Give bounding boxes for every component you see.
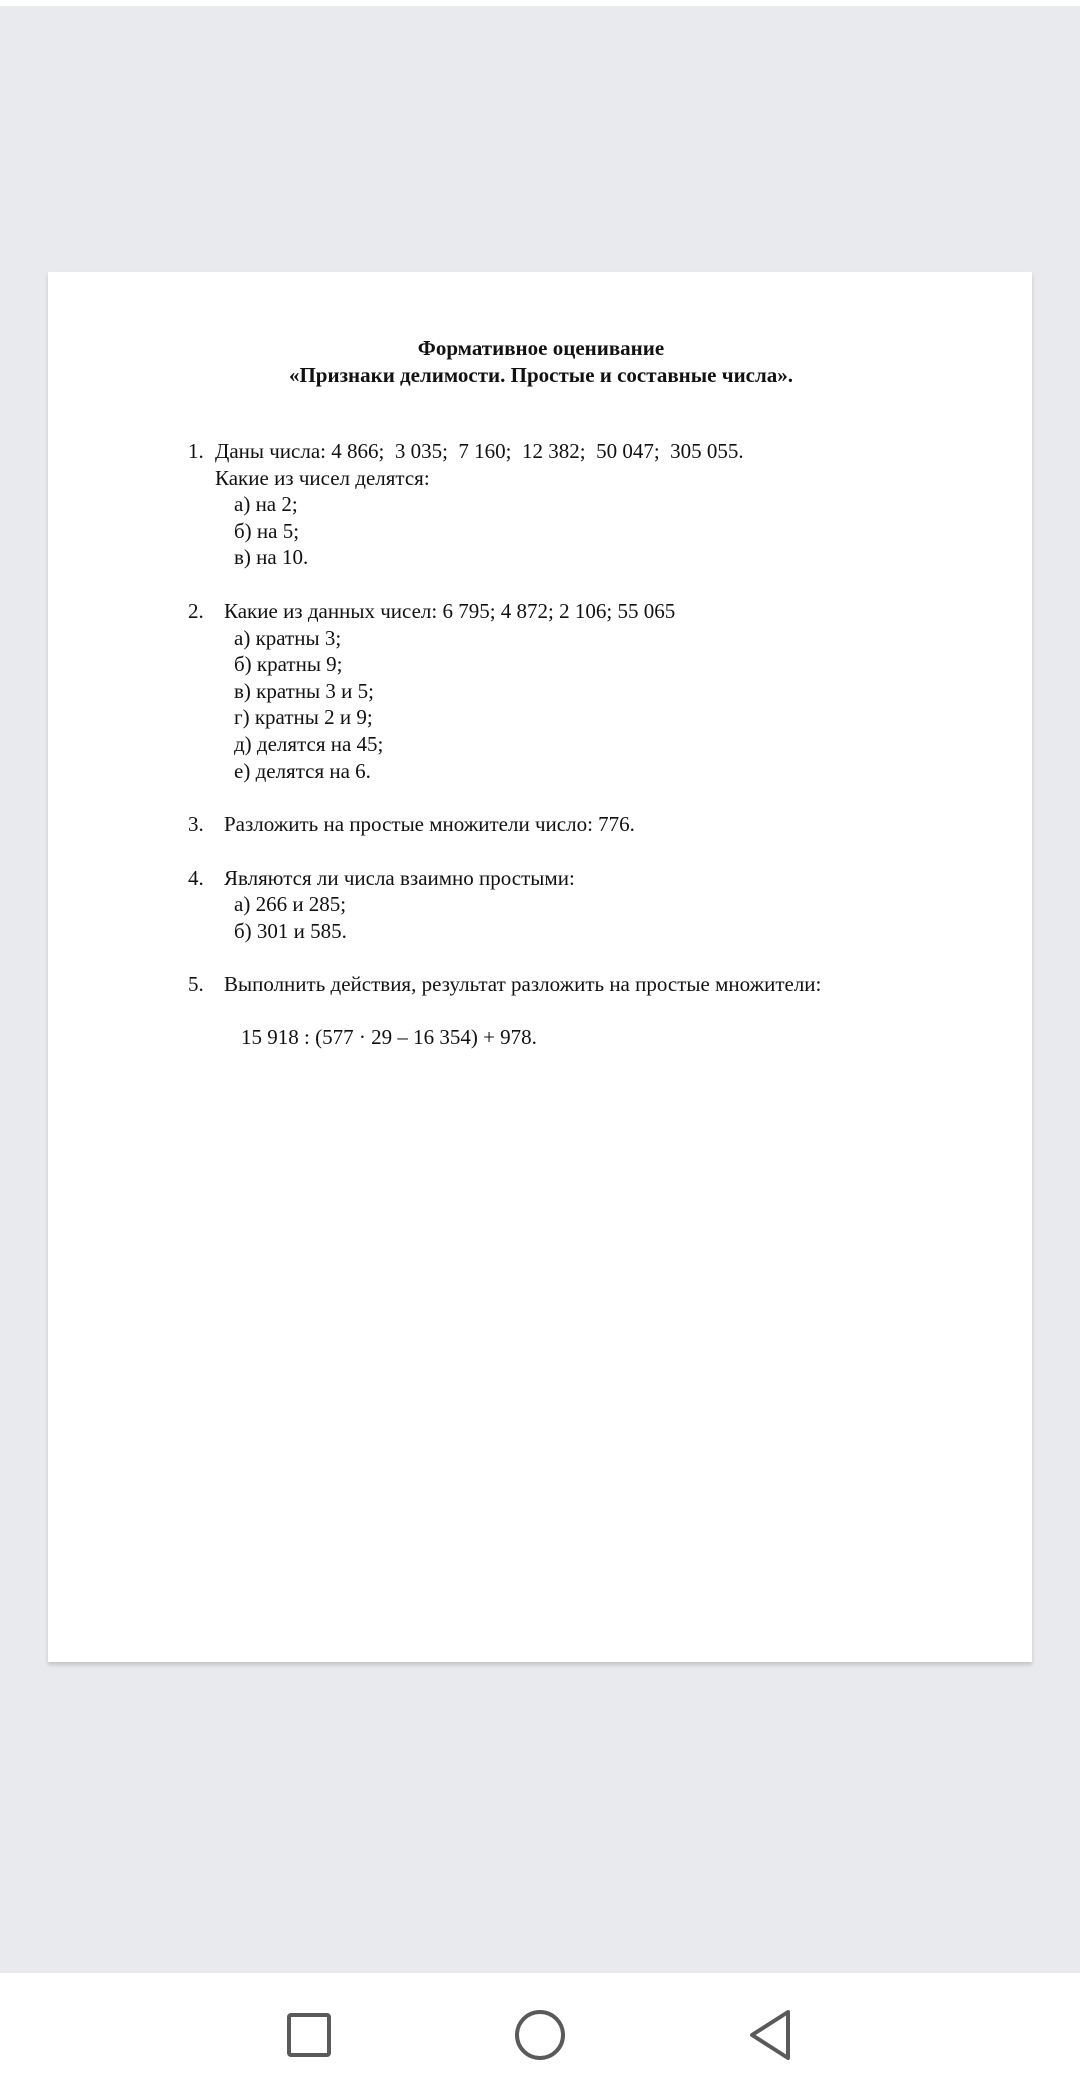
status-bar-edge [0,0,1080,6]
circle-icon [512,2007,568,2063]
document-subtitle: «Признаки делимости. Простые и составные числа». [288,363,794,387]
question-3-text: Разложить на простые множители число: 776. [224,812,635,836]
question-2-text: Какие из данных чисел: 6 795; 4 872; 2 106; 55 065 [224,599,676,623]
question-4-number: 4. [188,866,204,890]
document-page [48,272,1032,1662]
question-1-item: б) на 5; [234,519,300,543]
question-2-item: г) кратны 2 и 9; [234,705,373,729]
question-2-item: д) делятся на 45; [234,732,384,756]
home-button[interactable] [500,1995,580,2075]
question-2-item: в) кратны 3 и 5; [234,679,374,703]
question-5-expression: 15 918 : (577 · 29 – 16 354) + 978. [241,1025,537,1049]
question-5-text: Выполнить действия, результат разложить на простые множители: [224,972,822,996]
question-5-number: 5. [188,972,204,996]
question-1-text: Даны числа: 4 866; 3 035; 7 160; 12 382; 50 047; 305 055. [215,439,744,463]
triangle-back-icon [744,2007,796,2063]
question-2-item: б) кратны 9; [234,652,343,676]
back-button[interactable] [730,1995,810,2075]
question-1-item: в) на 10. [234,545,309,569]
question-2-item: а) кратны 3; [234,626,342,650]
question-1-number: 1. [188,439,204,463]
question-4-item: б) 301 и 585. [234,919,347,943]
question-3-number: 3. [188,812,204,836]
navigation-bar [0,1973,1080,2093]
question-4-text: Являются ли числа взаимно простыми: [224,866,575,890]
recents-button[interactable] [269,1995,349,2075]
square-icon [285,2011,333,2059]
question-2-item: е) делятся на 6. [234,759,371,783]
question-4-item: а) 266 и 285; [234,892,347,916]
question-1-subtext: Какие из чисел делятся: [215,466,430,490]
question-1-item: а) на 2; [234,492,298,516]
document-title: Формативное оценивание [417,336,665,360]
question-2-number: 2. [188,599,204,623]
